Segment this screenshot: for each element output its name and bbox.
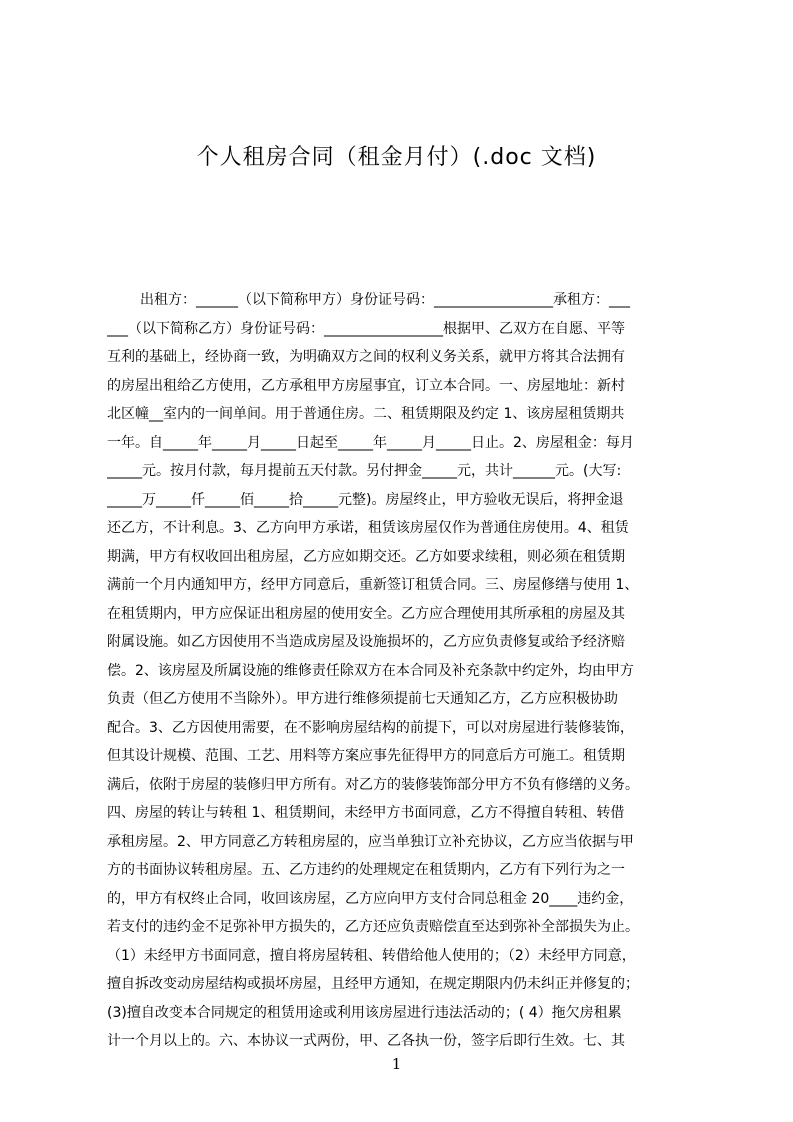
- paragraph-line: 配合。3、乙方因使用需要，在不影响房屋结构的前提下，可以对房屋进行装修装饰，: [107, 719, 634, 736]
- document-body: [107, 286, 700, 1056]
- paragraph-line: 在租赁期内，甲方应保证出租房屋的使用安全。乙方应合理使用其所承租的房屋及其: [107, 605, 625, 622]
- paragraph-line: 还乙方，不计利息。3、乙方向甲方承诺，租赁该房屋仅作为普通住房使用。4、租赁: [107, 520, 629, 536]
- paragraph-line: 互利的基础上，经协商一致，为明确双方之间的权利义务关系，就甲方将其合法拥有: [107, 349, 625, 365]
- paragraph-line: 负责（但乙方使用不当除外）。甲方进行维修须提前七天通知乙方，乙方应积极协助: [107, 691, 618, 707]
- paragraph-line: 附属设施。如乙方因使用不当造成房屋及设施损坏的，乙方应负责修复或给予经济赔: [107, 634, 625, 650]
- paragraph-line: (3)擅自改变本合同规定的租赁用途或利用该房屋进行违法活动的；( 4）拖欠房租累: [107, 1004, 622, 1021]
- paragraph-line: （1）未经甲方书面同意，擅自将房屋转租、转借给他人使用的；（2）未经甲方同意，: [107, 947, 636, 964]
- paragraph-line: _____万_____仟_____佰_____拾_____元整)。房屋终止，甲方验收无误后，将押金退: [107, 491, 624, 508]
- paragraph-line: 的，甲方有权终止合同，收回该房屋，乙方应向甲方支付合同总租金 20____违约金，: [107, 890, 634, 907]
- paragraph-line: 满前一个月内通知甲方，经甲方同意后，重新签订租赁合同。三、房屋修缮与使用 1、: [107, 577, 639, 593]
- paragraph-line: 满后，依附于房屋的装修归甲方所有。对乙方的装修装饰部分甲方不负有修缮的义务。: [107, 776, 639, 793]
- paragraph-line: 擅自拆改变动房屋结构或损坏房屋，且经甲方通知，在规定期限内仍未纠正并修复的；: [107, 976, 639, 992]
- paragraph-line: 出租方：______（以下简称甲方）身份证号码：_________________承租方：___: [140, 292, 630, 308]
- paragraph-line: 计一个月以上的。六、本协议一式两份，甲、乙各执一份，签字后即行生效。七、其: [107, 1033, 625, 1049]
- paragraph-line: 但其设计规模、范围、工艺、用料等方案应事先征得甲方的同意后方可施工。租赁期: [107, 748, 625, 764]
- paragraph-line: 偿。2、该房屋及所属设施的维修责任除双方在本合同及补充条款中约定外，均由甲方: [107, 662, 634, 679]
- page-number: 1: [391, 1055, 402, 1073]
- paragraph-line: 方的书面协议转租房屋。五、乙方违约的处理规定在租赁期内，乙方有下列行为之一: [107, 862, 625, 878]
- paragraph-line: _____元。按月付款，每月提前五天付款。另付押金_____元，共计______元。(大写:: [107, 463, 622, 479]
- paragraph-line: 若支付的违约金不足弥补甲方损失的，乙方还应负责赔偿直至达到弥补全部损失为止。: [107, 919, 639, 935]
- paragraph-line: 的房屋出租给乙方使用，乙方承租甲方房屋事宜，订立本合同。一、房屋地址：新村: [107, 377, 625, 394]
- paragraph-line: 一年。自_____年_____月_____日起至_____年_____月_____日止。2、房屋租金：每月: [107, 434, 634, 451]
- paragraph-line: ___（以下简称乙方）身份证号码：_________________根据甲、乙双方在自愿、平等: [107, 320, 625, 337]
- document-title: 个人租房合同（租金月付）(.doc 文档): [196, 145, 597, 170]
- paragraph-line: 四、房屋的转让与转租 1、租赁期间，未经甲方书面同意，乙方不得擅自转租、转借: [107, 805, 625, 821]
- paragraph-line: 北区幢__室内的一间单间。用于普通住房。二、租赁期限及约定 1、该房屋租赁期共: [107, 406, 625, 422]
- paragraph-line: 期满，甲方有权收回出租房屋，乙方应如期交还。乙方如要求续租，则必须在租赁期: [107, 548, 625, 565]
- paragraph-line: 承租房屋。2、甲方同意乙方转租房屋的，应当单独订立补充协议，乙方应当依据与甲: [107, 833, 634, 850]
